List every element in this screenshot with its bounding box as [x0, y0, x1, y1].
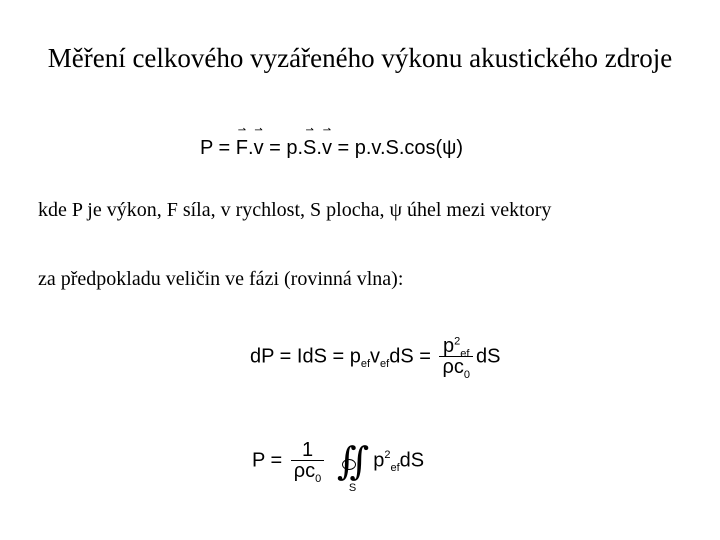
velocity-symbol: v: [321, 137, 332, 159]
eq3-lhs: P =: [252, 449, 288, 472]
power-vector-equation: [200, 125, 464, 159]
dot-operator: .: [316, 137, 322, 159]
force-vector: [235, 125, 248, 159]
eq2-lhs: dP = IdS = p: [250, 345, 361, 368]
pressure-symbol: p: [373, 449, 385, 472]
zero-subscript: 0: [463, 369, 470, 381]
velocity-vector: [253, 125, 264, 159]
vector-arrow-icon: ⇀: [254, 125, 263, 136]
inverse-impedance-fraction: [291, 439, 325, 485]
double-integral-icon: ∬: [336, 438, 370, 483]
integral-limit: S: [348, 481, 357, 494]
ef-subscript: ef: [360, 357, 371, 370]
fraction-numerator: 1: [301, 439, 314, 461]
total-power-equation: [252, 438, 425, 494]
squared-superscript: 2: [454, 335, 461, 348]
closed-surface-ring-icon: [342, 459, 356, 470]
pressure-fraction: [439, 335, 473, 381]
assumption-text: za předpokladu veličin ve fázi (rovinná vlna):: [38, 268, 404, 290]
velocity-symbol: v: [370, 345, 381, 368]
definitions-text: kde P je výkon, F síla, v rychlost, S plocha, ψ úhel mezi vektory: [38, 199, 552, 221]
ef-subscript: ef: [460, 348, 470, 360]
area-vector: [303, 125, 317, 159]
eq1-middle: = p.: [263, 137, 304, 159]
eq3-tail: dS: [399, 449, 425, 472]
vector-arrow-icon: ⇀: [305, 125, 314, 136]
impedance-symbol: ρc: [293, 460, 316, 482]
force-symbol: F: [235, 137, 248, 159]
power-element-equation: [250, 335, 501, 381]
vector-arrow-icon: ⇀: [322, 125, 332, 136]
velocity-symbol: v: [253, 137, 264, 159]
eq1-lhs: P =: [200, 137, 236, 159]
squared-superscript: 2: [384, 449, 391, 462]
eq2-middle: dS =: [389, 345, 437, 368]
fraction-denominator: [439, 356, 473, 381]
zero-subscript: 0: [315, 473, 322, 485]
ef-subscript: ef: [380, 357, 390, 370]
fraction-denominator: [291, 460, 325, 485]
surface-integral: [336, 438, 370, 494]
pressure-symbol: p: [443, 335, 455, 357]
eq1-rhs: = p.v.S.cos(ψ): [331, 137, 464, 159]
impedance-symbol: ρc: [442, 356, 464, 378]
slide-title: Měření celkového vyzářeného výkonu akustického zdroje: [47, 43, 673, 73]
ef-subscript: ef: [390, 461, 400, 474]
eq2-tail: dS: [476, 345, 501, 368]
velocity-vector: [321, 125, 332, 159]
fraction-numerator: [439, 335, 473, 360]
dot-operator: .: [248, 137, 254, 159]
area-symbol: S: [303, 137, 317, 159]
vector-arrow-icon: ⇀: [237, 125, 247, 136]
